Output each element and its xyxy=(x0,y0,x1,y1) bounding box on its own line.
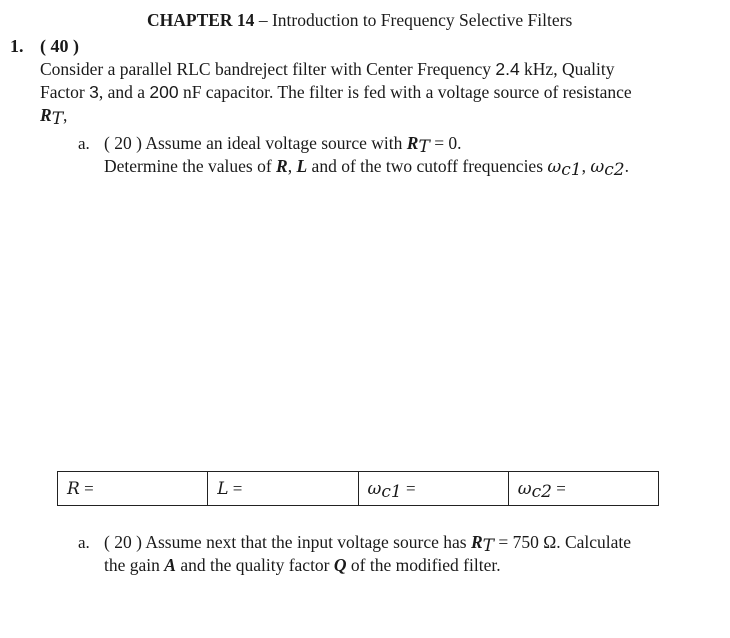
part-a-line-2: Determine the values of R, L and of the two cutoff frequencies $\omega_{c1}$, $\omega_{c2}$. xyxy=(104,156,629,180)
answer-cell-l[interactable]: L = xyxy=(208,472,358,506)
question-line-3: $R_T$, xyxy=(40,105,68,129)
chapter-label: CHAPTER 14 xyxy=(147,10,255,30)
question-points: ( 40 ) xyxy=(40,36,79,56)
question-number: 1. xyxy=(10,36,24,56)
center-frequency-value: 2.4 xyxy=(495,59,520,79)
quality-factor-value: 3 xyxy=(89,82,99,102)
question-line-1: Consider a parallel RLC bandreject filter with Center Frequency 2.4 kHz, Quality xyxy=(40,59,615,79)
chapter-heading xyxy=(147,10,572,31)
answer-table xyxy=(57,471,659,506)
chapter-title: – Introduction to Frequency Selective Filters xyxy=(254,10,573,30)
part-b-line-1: ( 20 ) Assume next that the input voltage source has $R_T = 750$ Ω. Calculate xyxy=(104,532,632,556)
part-b-label: a. xyxy=(78,533,90,552)
answer-cell-wc2[interactable]: $\omega_{c2}$ = xyxy=(508,472,658,506)
part-a-line-1: ( 20 ) Assume an ideal voltage source with $R_T = 0$. xyxy=(104,133,462,157)
part-b-line-2: the gain A and the quality factor Q of the modified filter. xyxy=(104,555,501,575)
rt-symbol: R xyxy=(40,105,52,125)
answer-cell-wc1[interactable]: $\omega_{c1}$ = xyxy=(358,472,508,506)
answer-cell-r[interactable]: R = xyxy=(58,472,208,506)
capacitance-value: 200 xyxy=(149,82,179,102)
question-line-2: Factor 3, and a 200 nF capacitor. The filter is fed with a voltage source of resistance xyxy=(40,82,632,102)
part-a-label: a. xyxy=(78,134,90,153)
